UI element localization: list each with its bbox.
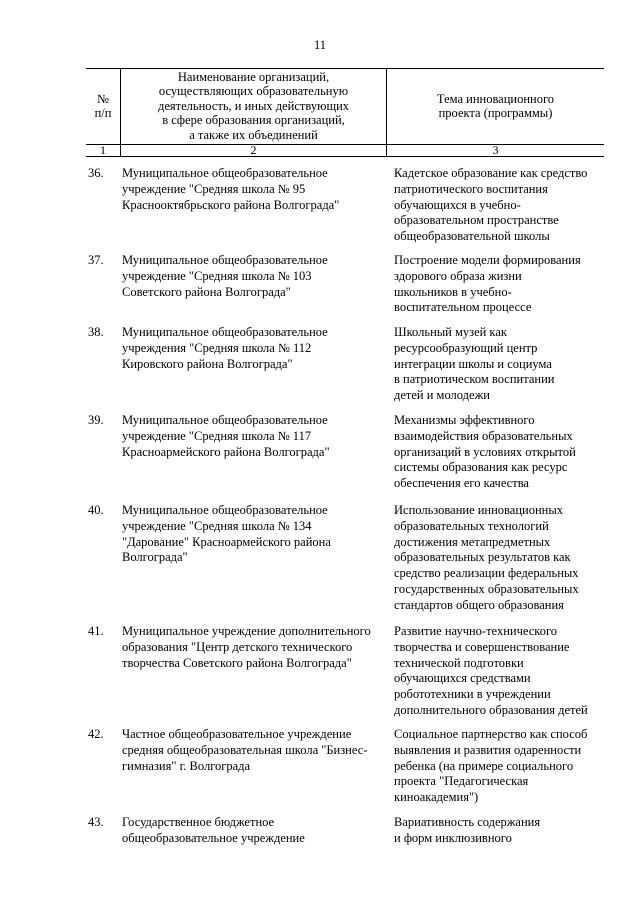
organization-name: Муниципальное общеобразовательное учреждения "Средняя школа № 112 Кировского района Волгограда" (122, 325, 328, 371)
project-theme: Механизмы эффективного взаимодействия образовательных организаций в условиях открытой системы образования как ресурс обеспечения его качества (394, 413, 576, 491)
page-number: 11 (313, 38, 327, 52)
project-theme: Школьный музей как ресурсообразующий центр интеграции школы и социума в патриотическом воспитании детей и молодежи (394, 325, 555, 403)
project-theme: Построение модели формирования здорового образа жизни школьников в учебно- воспитательном процессе (394, 253, 581, 315)
column-number-2: 2 (250, 143, 257, 157)
column-number-3: 3 (492, 143, 499, 157)
project-theme: Развитие научно-технического творчества и совершенствование технической подготовки обучающихся средствами робототехники в учреждении дополнительного образования детей (394, 624, 588, 717)
organization-name: Частное общеобразовательное учреждение средняя общеобразовательная школа "Бизнес- гимназия" г. Волгограда (122, 727, 368, 773)
project-theme: Социальное партнерство как способ выявления и развития одаренности ребенка (на примере социального проекта "Педагогическая киноакадемия") (394, 727, 588, 805)
organization-name: Муниципальное общеобразовательное учреждение "Средняя школа № 134 "Дарование" Красноармейского района Волгограда" (122, 503, 331, 565)
numbering-divider (86, 156, 604, 157)
row-number: 37. (88, 253, 104, 267)
row-number: 40. (88, 503, 104, 517)
row-number: 36. (88, 166, 104, 180)
header-organization-column: Наименование организаций, осуществляющих образовательную деятельность, и иных действующих в сфере образования организаций, а также их объединений (157, 69, 350, 142)
project-theme: Вариативность содержания и форм инклюзивного (394, 815, 541, 845)
column-number-1: 1 (100, 143, 106, 157)
row-number: 39. (88, 413, 104, 427)
row-number: 41. (88, 624, 104, 638)
organization-name: Муниципальное общеобразовательное учреждение "Средняя школа № 117 Красноармейского района Волгограда" (122, 413, 330, 459)
row-number: 38. (88, 325, 104, 339)
row-number: 43. (88, 815, 104, 829)
table-header (86, 68, 604, 156)
organization-name: Государственное бюджетное общеобразовательное учреждение (122, 815, 305, 845)
organization-name: Муниципальное общеобразовательное учреждение "Средняя школа № 103 Советского района Волгограда" (122, 253, 328, 299)
organization-name: Муниципальное учреждение дополнительного образования "Центр детского технического творчества Советского района Волгограда" (122, 624, 371, 670)
header-theme-column: Тема инновационного проекта (программы) (436, 91, 555, 120)
organization-name: Муниципальное общеобразовательное учреждение "Средняя школа № 95 Краснооктябрьского района Волгограда" (122, 166, 340, 212)
project-theme: Использование инновационных образовательных технологий достижения метапредметных образовательных результатов как средство реализации федеральных государственных образовательных стандартов общего образования (394, 503, 579, 612)
row-number: 42. (88, 727, 104, 741)
header-number-column: № п/п (94, 91, 112, 120)
project-theme: Кадетское образование как средство патриотического воспитания обучающихся в учебно- образовательном пространстве общеобразовательной школы (394, 166, 588, 244)
